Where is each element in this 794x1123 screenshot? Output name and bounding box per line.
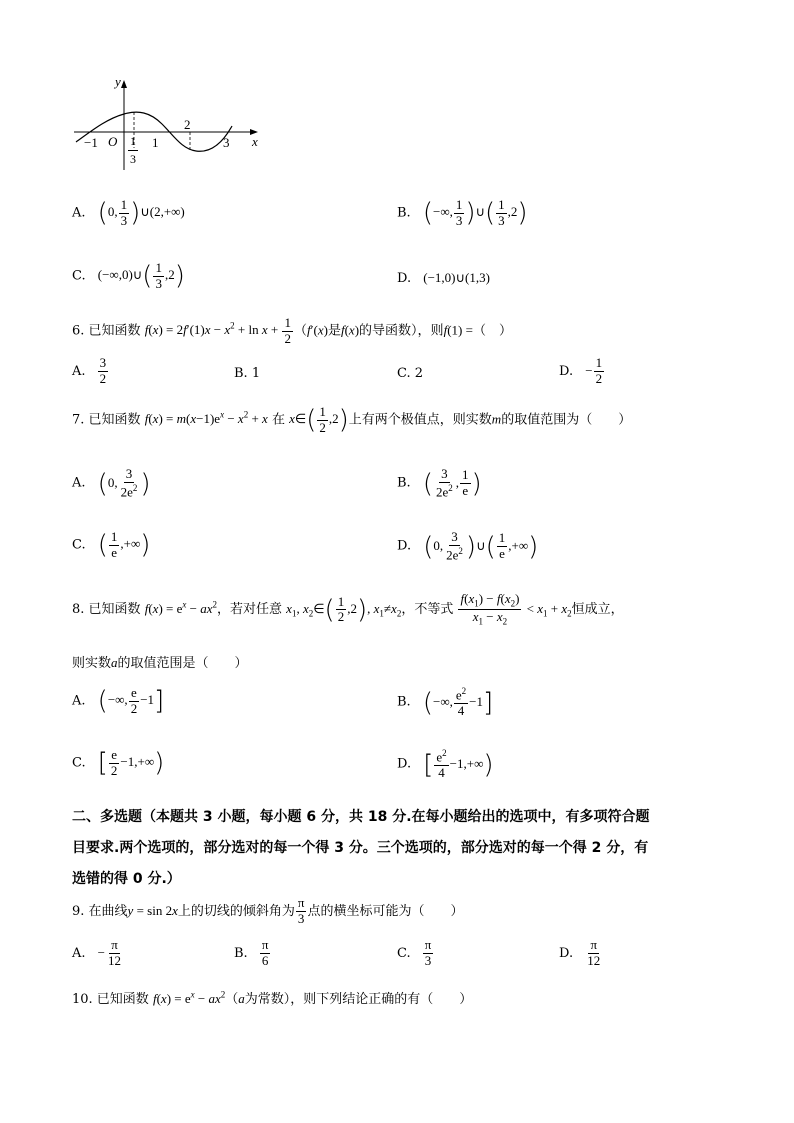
q7-option-d[interactable]: D. (0, $\frac{3}{2e^2}$ )∪( $\frac{1}{e}$ ,+∞) [397,529,539,563]
q6-option-b[interactable]: B. 1 [234,366,261,381]
q5-option-a[interactable]: A. (0, $\frac{1}{3}$ )∪(2,+∞) [72,197,185,229]
q8-option-d[interactable]: D. [ $\frac{e^2}{4}$ −1,+∞) [397,748,494,781]
q5-option-d[interactable]: D. (−1,0)∪(1,3) [397,270,490,286]
q8-stem-line2: 则实数a的取值范围是（ ） [72,655,248,671]
q9-option-a[interactable]: A. − $\frac{\pi}{12}$ [72,937,122,968]
graph-tick-one-third-num: 1 [130,134,136,148]
q5-option-d-letter: D. [397,271,412,286]
graph-tick-one-third-den: 3 [130,152,136,166]
q9-option-d[interactable]: D. $\frac{\pi}{12}$ [559,937,601,968]
q8-option-b[interactable]: B. (−∞, $\frac{e^2}{4}$ −1] [397,686,494,719]
q7-option-c[interactable]: C. ( $\frac{1}{e}$ ,+∞) [72,529,151,561]
q10-stem: 10. 已知函数 $f(x) = e^x - ax^2(a$为常数），则下列结论正确的有（ ） [72,989,473,1007]
q5-option-b-letter: B. [397,205,411,221]
q5-option-c[interactable]: C. (−∞,0)∪( $\frac{1}{3}$ ,2) [72,260,185,292]
q7-option-a[interactable]: A. (0, $\frac{3}{2e^2}$ ) [72,466,151,500]
q5-option-c-letter: C. [72,268,86,284]
q6-option-d[interactable]: D. − $\frac{1}{2}$ [559,355,603,386]
graph-tick-2: 2 [184,117,191,132]
q7-stem: 7. 已知函数 $f(x) = m(x-1)e^x - x^2 + x$ 在 x∈( $\frac{1}{2}$ ,2)上有两个极值点，则实数m的取值范围为（ ） [72,404,632,436]
graph-tick-fraction-bar [128,150,138,151]
section-2-line1: 二、多选题（本题共 3 小题，每小题 6 分，共 18 分.在每小题给出的选项中，有多项符合题 [72,809,650,825]
q8-option-c[interactable]: C. [ $\frac{e}{2}$ −1,+∞) [72,747,165,779]
graph-origin-label: O [108,134,118,149]
section-2-line2: 目要求.两个选项的，部分选对的每一个得 3 分。三个选项的，部分选对的每一个得 2 分，有 [72,840,649,856]
graph-axis-x-label: x [252,134,258,149]
q7-option-b[interactable]: B. ( $\frac{3}{2e^2}$ , $\frac{1}{e}$ ) [397,466,482,500]
q5-option-a-letter: A. [72,205,86,221]
q6-stem: 6. 已知函数 $f(x) = 2f'(1)x - x^2 + \ln x$ + $\frac{1}{2}$ （f′(x)是f(x)的导函数），则f(1) =（ ） [72,315,512,346]
q9-option-b[interactable]: B. $\frac{\pi}{6}$ [234,937,269,968]
q9-stem: 9. 在曲线y = sin 2x上的切线的倾斜角为 $\frac{\pi}{3}$ 点的横坐标可能为（ ） [72,895,464,926]
graph-axis-y-label: y [115,74,121,89]
q5-option-b[interactable]: B. (−∞, $\frac{1}{3}$ )∪( $\frac{1}{3}$ ,2) [397,197,528,229]
q6-option-c[interactable]: C. 2 [397,366,424,381]
q8-option-a[interactable]: A. (−∞, $\frac{e}{2}$ −1] [72,685,165,717]
graph-tick-1: 1 [152,135,159,150]
graph-tick-neg1: −1 [84,135,98,150]
q6-option-a[interactable]: A. $\frac{3}{2}$ [72,355,107,386]
function-graph [70,74,270,174]
q8-stem: 8. 已知函数 $f(x) = e^x - ax^2$，若对任意 $x_1$, $x_2\in$( $\frac{1}{2}$ ,2), $x_1\ne x_2$，不等式 $\frac{f(x_1) - f(x_2)}{x_1 - x_2}$ < $x_1 + x_2$恒成立， [72,591,624,627]
q9-option-c[interactable]: C. $\frac{\pi}{3}$ [397,937,432,968]
graph-tick-3: 3 [223,135,230,150]
section-2-line3: 选错的得 0 分.） [72,871,181,887]
